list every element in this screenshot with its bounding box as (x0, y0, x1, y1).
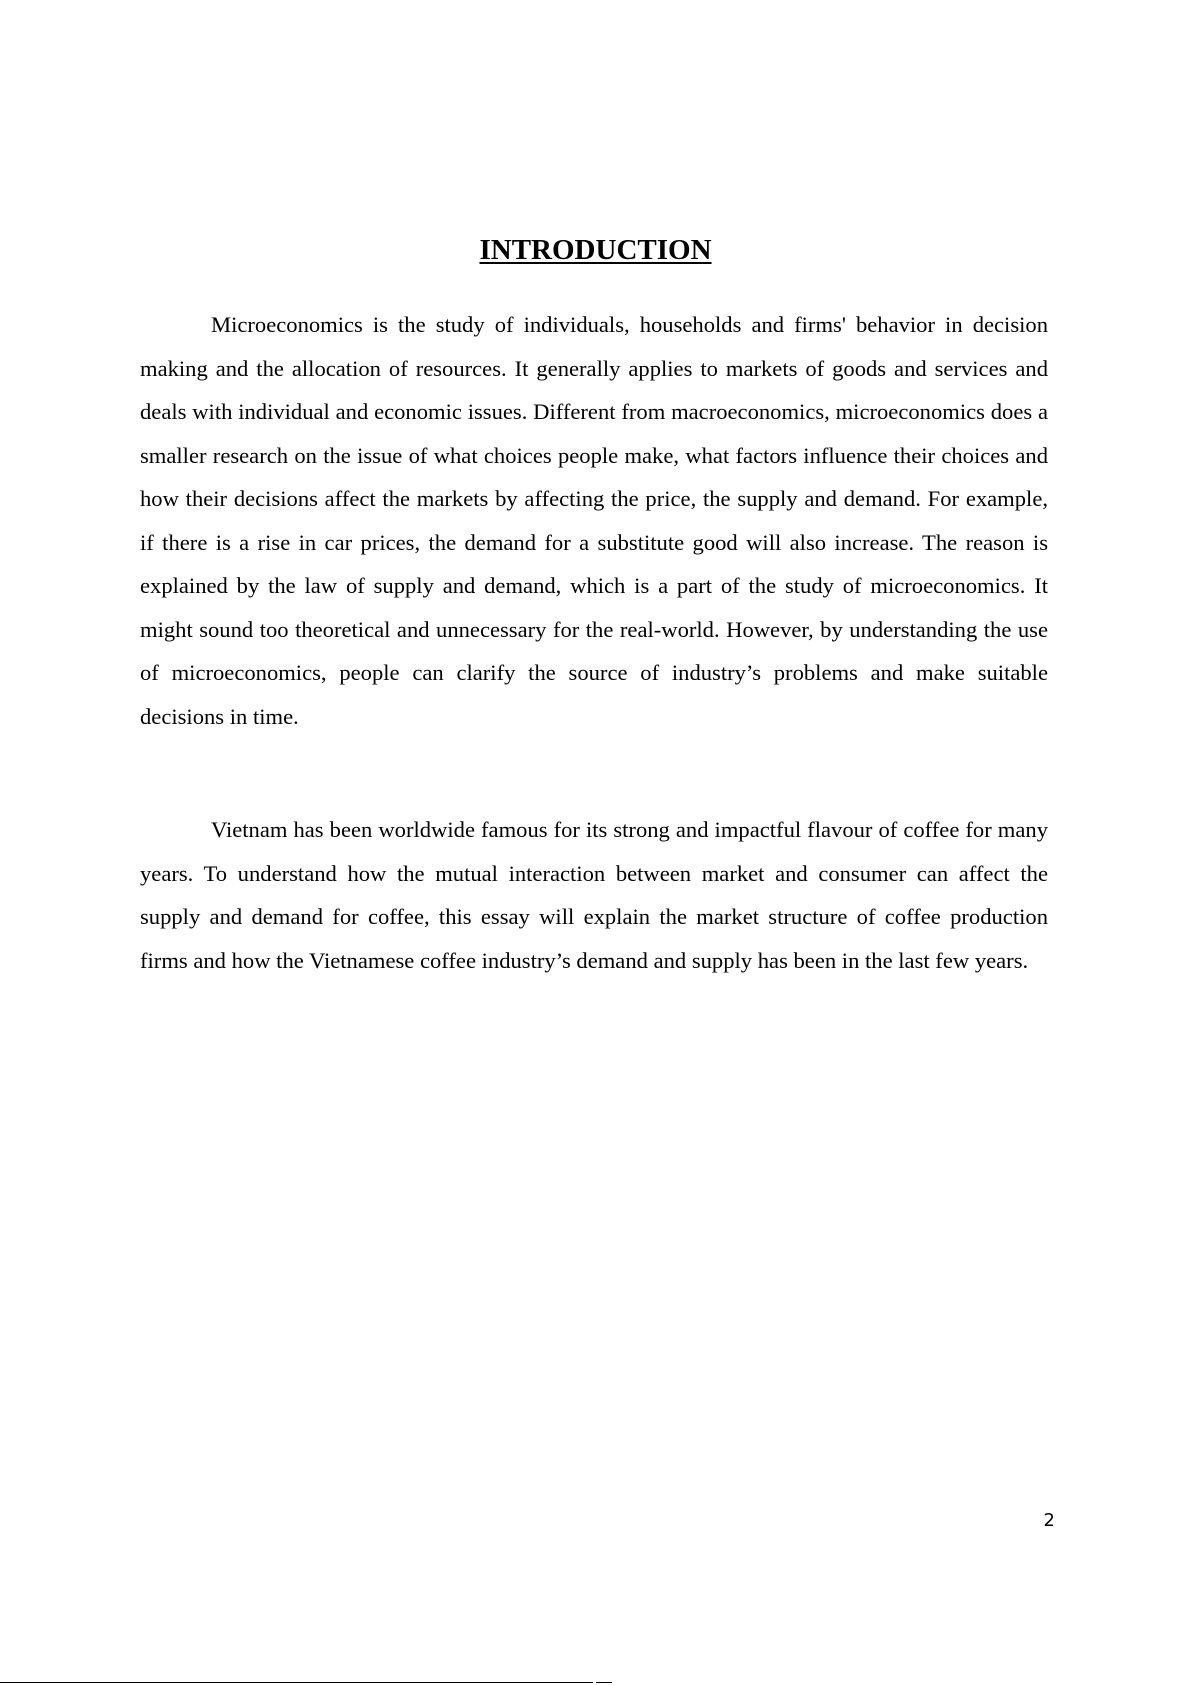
paragraph-microeconomics: Microeconomics is the study of individuals, households and firms' behavior in decision making and the allocation of resources. It generally applies to markets of goods and services and deals with individual and economic issues. Different from macroeconomics, microeconomics does a smaller research on the issue of what choices people make, what factors influence their choices and how their decisions affect the markets by affecting the price, the supply and demand. For example, if there is a rise in car prices, the demand for a substitute good will also increase. The reason is explained by the law of supply and demand, which is a part of the study of microeconomics. It might sound too theoretical and unnecessary for the real-world. However, by understanding the use of microeconomics, people can clarify the source of industry’s problems and make suitable decisions in time. (140, 312, 1048, 729)
footer-rule-tail (596, 1682, 612, 1683)
paragraph-vietnam-coffee: Vietnam has been worldwide famous for its strong and impactful flavour of coffee for many years. To understand how the mutual interaction between market and consumer can affect the supply and demand for coffee, this essay will explain the market structure of coffee production firms and how the Vietnamese coffee industry’s demand and supply has been in the last few years. (140, 817, 1048, 973)
page-title: INTRODUCTION (479, 234, 712, 266)
page-number: 2 (1043, 1510, 1055, 1531)
footer-rule (0, 1682, 593, 1683)
